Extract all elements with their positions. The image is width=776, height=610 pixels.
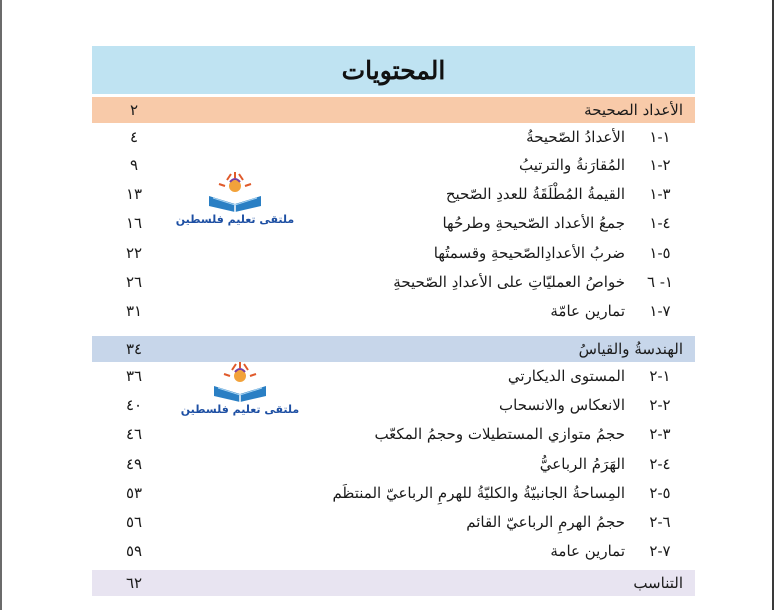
toc-item-page: ٤٩	[125, 455, 143, 473]
toc-row[interactable]	[92, 450, 695, 478]
toc-item-page: ٤٦	[125, 425, 143, 443]
title-banner	[92, 46, 695, 94]
toc-item-label: خواصُ العمليّاتِ على الأعدادِ الصّحيحةِ	[393, 273, 625, 291]
toc-row[interactable]	[92, 123, 695, 151]
toc-item-page: ٣٦	[125, 367, 143, 385]
toc-item-label: الهَرَمُ الرباعيُّ	[539, 455, 625, 473]
logo-book-icon	[205, 172, 265, 212]
toc-row[interactable]	[92, 268, 695, 296]
logo-label: ملتقى تعليم فلسطين	[180, 403, 300, 416]
toc-item-page: ٣١	[125, 302, 143, 320]
section-header-geometry[interactable]	[92, 336, 695, 362]
toc-item-label: المِساحةُ الجانبيّةُ والكليّةُ للهرمِ الرباعيّ المنتظَم	[332, 484, 625, 502]
toc-item-page: ٥٦	[125, 513, 143, 531]
toc-item-number: ٧-١	[649, 302, 671, 320]
toc-row[interactable]	[92, 537, 695, 565]
toc-item-number: ١-١	[649, 128, 671, 146]
toc-item-page: ٤٠	[125, 396, 143, 414]
section-label: الأعداد الصحيحة	[584, 101, 683, 119]
toc-item-number: ٤-١	[649, 214, 671, 232]
toc-item-page: ٥٣	[125, 484, 143, 502]
toc-item-label: المستوى الديكارتي	[507, 367, 625, 385]
section-label: التناسب	[633, 574, 683, 592]
window-right-edge	[772, 0, 774, 610]
toc-item-label: تمارين عامة	[550, 542, 625, 560]
toc-item-number: ٣-٢	[649, 425, 671, 443]
toc-item-number: ٧-٢	[649, 542, 671, 560]
toc-item-number: ٦-٢	[649, 513, 671, 531]
toc-item-label: القيمةُ المُطْلَقَةُ للعددِ الصّحيح	[445, 185, 625, 203]
section-header-integers[interactable]	[92, 97, 695, 123]
toc-item-page: ٢٢	[125, 244, 143, 262]
toc-item-number: ٣-١	[649, 185, 671, 203]
toc-item-label: جمعُ الأعداد الصّحيحةِ وطرحُها	[442, 214, 625, 232]
toc-row[interactable]	[92, 479, 695, 507]
toc-row[interactable]	[92, 420, 695, 448]
toc-item-number: ٥-١	[649, 244, 671, 262]
section-page-number: ٣٤	[125, 340, 143, 358]
toc-row[interactable]	[92, 297, 695, 325]
toc-item-label: ضربُ الأعدادِالصّحيحةِ وقسمتُها	[433, 244, 625, 262]
toc-row[interactable]	[92, 508, 695, 536]
toc-item-number: ١- ٦	[647, 273, 673, 291]
toc-item-number: ٢-٢	[649, 396, 671, 414]
section-page-number: ٢	[129, 101, 139, 119]
forum-logo	[175, 172, 295, 232]
logo-label: ملتقى تعليم فلسطين	[175, 213, 295, 226]
toc-item-number: ٥-٢	[649, 484, 671, 502]
toc-item-page: ٥٩	[125, 542, 143, 560]
logo-book-icon	[210, 362, 270, 402]
forum-logo	[180, 362, 300, 422]
toc-item-page: ١٦	[125, 214, 143, 232]
toc-item-page: ١٣	[125, 185, 143, 203]
toc-row[interactable]	[92, 362, 695, 390]
toc-item-label: حجمُ الهرمِ الرباعيّ القائم	[466, 513, 625, 531]
contents-page	[92, 46, 695, 610]
toc-item-page: ٢٦	[125, 273, 143, 291]
toc-item-number: ١-٢	[649, 367, 671, 385]
toc-item-number: ٤-٢	[649, 455, 671, 473]
toc-item-label: المُقارَنةُ والترتيبُ	[518, 156, 625, 174]
page-title: المحتويات	[341, 55, 446, 85]
section-header-proportion[interactable]	[92, 570, 695, 596]
section-label: الهندسةُ والقياسُ	[578, 340, 683, 358]
toc-item-page: ٩	[129, 156, 139, 174]
window-left-edge	[0, 0, 2, 610]
toc-item-page: ٤	[129, 128, 139, 146]
toc-item-label: الانعكاس والانسحاب	[499, 396, 625, 414]
section-page-number: ٦٢	[125, 574, 143, 592]
toc-item-label: حجمُ متوازي المستطيلات وحجمُ المكعّب	[374, 425, 625, 443]
toc-item-label: الأعدادُ الصّحيحةُ	[526, 128, 625, 146]
toc-item-number: ٢-١	[649, 156, 671, 174]
toc-row[interactable]	[92, 239, 695, 267]
toc-item-label: تمارين عامّة	[550, 302, 625, 320]
